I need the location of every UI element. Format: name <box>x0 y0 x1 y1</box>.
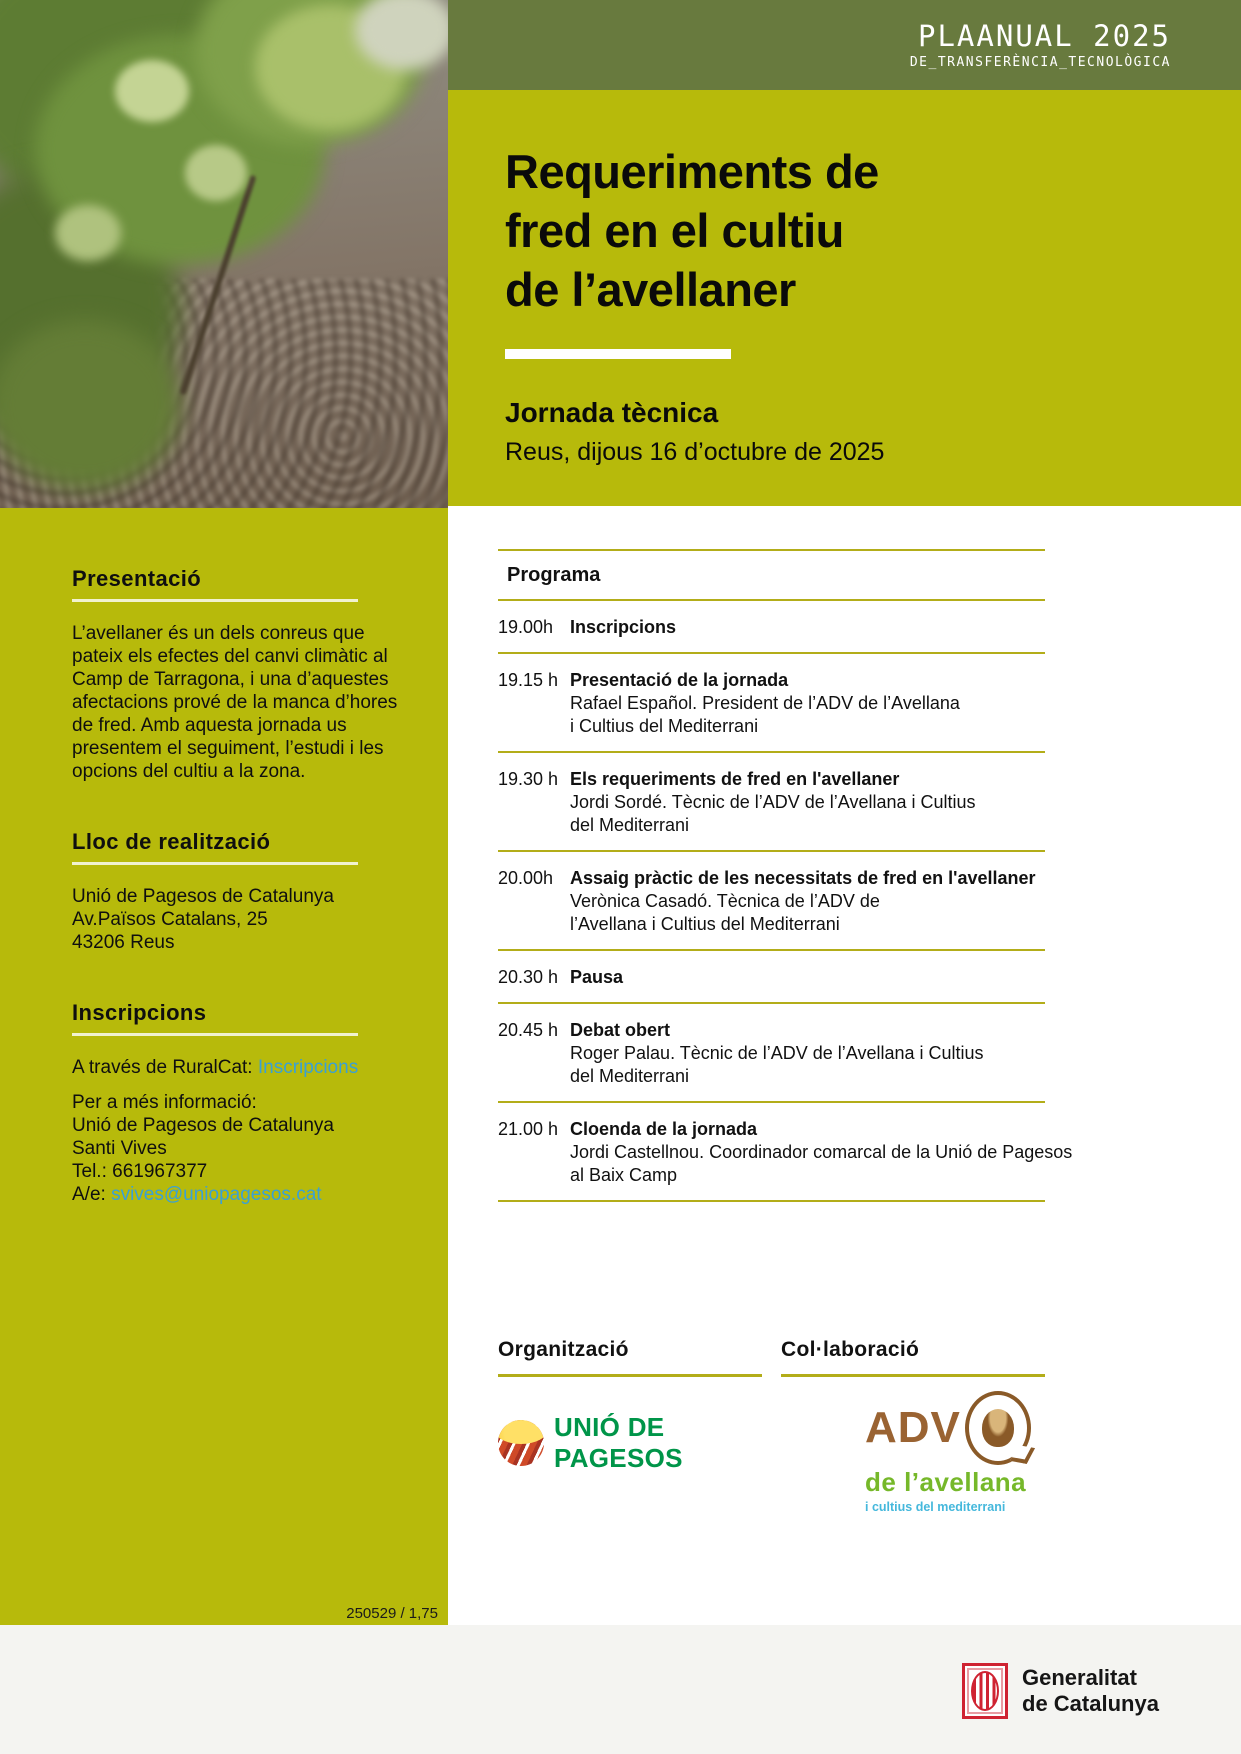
section-lloc <box>72 830 398 954</box>
adv-avellana-logo <box>865 1391 1045 1514</box>
text-line: opcions del cultiu a la zona. <box>72 761 306 782</box>
text-line: presentem el seguiment, l’estudi i les <box>72 738 384 759</box>
text-line: de fred. Amb aquesta jornada us <box>72 715 347 736</box>
event-type: Jornada tècnica <box>505 397 719 428</box>
session-title: Debat obert <box>570 1020 671 1040</box>
speaker-line: del Mediterrani <box>570 1066 690 1086</box>
program-body <box>570 1118 1072 1187</box>
email-link[interactable]: svives@uniopagesos.cat <box>111 1184 322 1205</box>
title-line: de l’avellaner <box>505 263 796 316</box>
title-line: fred en el cultiu <box>505 204 844 257</box>
hazelnut-icon <box>982 1409 1014 1447</box>
event-date: Reus, dijous 16 d’octubre de 2025 <box>505 438 885 466</box>
program-row <box>498 951 1045 1002</box>
program-row <box>498 852 1045 949</box>
ruralcat-prefix: A través de RuralCat: <box>72 1057 258 1078</box>
program-heading: Programa <box>507 564 601 586</box>
program-row <box>498 1004 1045 1101</box>
lloc-address <box>72 885 398 954</box>
speaker-line: Jordi Castellnou. Coordinador comarcal de la Unió de Pagesos <box>570 1142 1073 1162</box>
generalitat-line: Generalitat <box>1022 1665 1137 1690</box>
ruralcat-line <box>72 1056 398 1079</box>
address-line: Av.Països Catalans, 25 <box>72 909 268 930</box>
info-line: Per a més informació: <box>72 1092 257 1113</box>
collaboracio-column <box>781 1338 1045 1514</box>
sidebar-heading-lloc: Lloc de realització <box>72 829 271 854</box>
unio-de-pagesos-wordmark: UNIÓ DE PAGESOS <box>554 1412 683 1473</box>
plan-anual-logo: PLAANUAL 2025 <box>918 19 1171 53</box>
text-line: afectacions prové de la manca d’hores <box>72 692 398 713</box>
inscripcions-text <box>72 1056 398 1206</box>
sun-furrows-icon <box>498 1420 544 1466</box>
heading-underline <box>781 1374 1045 1377</box>
program-body <box>570 616 1045 639</box>
text-line: pateix els efectes del canvi climàtic al <box>72 646 388 667</box>
program-row <box>498 753 1045 850</box>
sidebar-heading-inscripcions: Inscripcions <box>72 1000 207 1025</box>
speaker-line: al Baix Camp <box>570 1165 678 1185</box>
program-time: 19.15 h <box>498 670 559 690</box>
program-body <box>570 966 1045 989</box>
organizers-section <box>498 1338 1045 1514</box>
generalitat-line: de Catalunya <box>1022 1691 1159 1716</box>
heading-underline <box>72 599 358 602</box>
text-line: Camp de Tarragona, i una d’aquestes <box>72 669 389 690</box>
address-line: 43206 Reus <box>72 932 175 953</box>
organitzacio-column <box>498 1338 762 1514</box>
program-body <box>570 669 1045 738</box>
speaker-line: Verònica Casadó. Tècnica de l’ADV de <box>570 891 880 911</box>
program-time: 20.30 h <box>498 967 559 987</box>
presentacio-text <box>72 622 398 783</box>
page-title <box>505 142 1201 319</box>
session-title: Inscripcions <box>570 617 677 637</box>
speaker-line: i Cultius del Mediterrani <box>570 716 759 736</box>
heading-underline <box>72 1033 358 1036</box>
section-presentacio <box>72 567 398 783</box>
program-divider <box>498 1200 1045 1202</box>
title-underline-bar <box>505 349 731 359</box>
sidebar-heading-presentacio: Presentació <box>72 566 202 591</box>
speaker-line: Jordi Sordé. Tècnic de l’ADV de l’Avellana i Cultius <box>570 792 976 812</box>
sidebar <box>0 508 448 1625</box>
collaboracio-heading: Col·laboració <box>781 1338 920 1361</box>
unio-de-pagesos-logo <box>498 1412 762 1474</box>
info-line: Tel.: 661967377 <box>72 1161 208 1182</box>
program-row <box>498 654 1045 751</box>
title-block <box>448 90 1241 506</box>
speaker-line: Rafael Español. President de l’ADV de l’Avellana <box>570 693 960 713</box>
info-line: Santi Vives <box>72 1138 167 1159</box>
top-band <box>448 0 1241 90</box>
session-title: Els requeriments de fred en l'avellaner <box>570 769 900 789</box>
program-time: 20.00h <box>498 868 554 888</box>
program-body <box>570 768 1045 837</box>
heading-underline <box>72 862 358 865</box>
program-time: 21.00 h <box>498 1119 559 1139</box>
plan-anual-subtitle: DE_TRANSFERÈNCIA_TECNOLÒGICA <box>909 55 1171 70</box>
info-line: Unió de Pagesos de Catalunya <box>72 1115 334 1136</box>
speaker-line: Roger Palau. Tècnic de l’ADV de l’Avellana i Cultius <box>570 1043 984 1063</box>
generalitat-logo <box>962 1663 1159 1719</box>
title-line: Requeriments de <box>505 145 879 198</box>
program-body <box>570 1019 1045 1088</box>
hazelnut-cluster <box>55 205 121 261</box>
program-row <box>498 601 1045 652</box>
adv-logo-line1: de l’avellana <box>865 1467 1027 1497</box>
document-id: 250529 / 1,75 <box>346 1605 438 1622</box>
session-title: Presentació de la jornada <box>570 670 789 690</box>
senyera-shield-icon <box>962 1663 1008 1719</box>
hazelnut-cluster <box>185 145 247 201</box>
hazelnut-orchard-photo <box>0 0 448 508</box>
section-inscripcions <box>72 1001 398 1206</box>
program-time: 19.30 h <box>498 769 559 789</box>
organitzacio-heading: Organització <box>498 1338 629 1361</box>
email-line <box>72 1183 398 1206</box>
address-line: Unió de Pagesos de Catalunya <box>72 886 334 907</box>
hazelnut-cluster <box>115 60 189 122</box>
generalitat-wordmark <box>1022 1665 1159 1717</box>
speaker-line: del Mediterrani <box>570 815 690 835</box>
program-time: 20.45 h <box>498 1020 559 1040</box>
senyera-stripes <box>971 1671 999 1711</box>
program-row <box>498 1103 1073 1200</box>
inscripcions-link[interactable]: Inscripcions <box>257 1057 359 1078</box>
adv-logo-top <box>865 1391 1045 1465</box>
adv-logo-line2: i cultius del mediterrani <box>865 1500 1006 1514</box>
heading-underline <box>498 1374 762 1377</box>
program-time: 19.00h <box>498 617 554 637</box>
session-title: Assaig pràctic de les necessitats de fred en l'avellaner <box>570 868 1036 888</box>
session-title: Cloenda de la jornada <box>570 1119 758 1139</box>
program-body <box>570 867 1045 936</box>
speech-bubble-icon <box>965 1391 1031 1465</box>
session-title: Pausa <box>570 967 624 987</box>
program <box>498 549 1073 1202</box>
email-prefix: A/e: <box>72 1184 112 1205</box>
adv-wordmark: ADV <box>865 1403 961 1452</box>
speaker-line: l’Avellana i Cultius del Mediterrani <box>570 914 840 934</box>
text-line: L’avellaner és un dels conreus que <box>72 623 365 644</box>
